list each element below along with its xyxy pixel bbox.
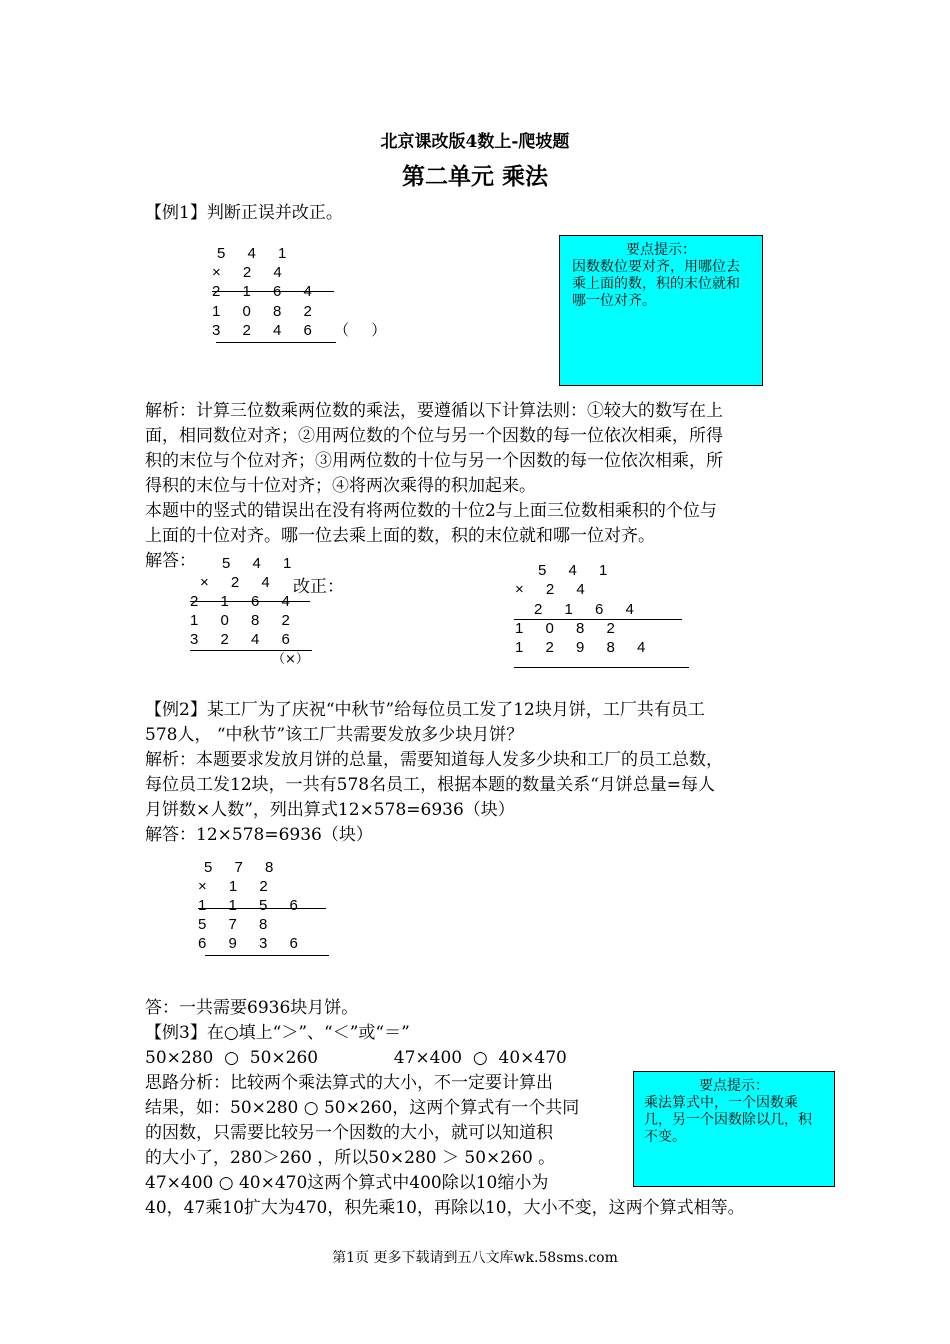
doc-title: 北京课改版4数上-爬坡题 (380, 132, 570, 152)
calc-rule (212, 291, 334, 292)
page-footer: 第1页 更多下载请到五八文库wk.58sms.com (332, 1250, 618, 1266)
ex3-line: 结果，如：50×280 ○ 50×260，这两个算式有一个共同 (145, 1098, 580, 1118)
ex2-line: 【例2】某工厂为了庆祝“中秋节”给每位员工发了12块月饼，工厂共有员工 (145, 700, 705, 720)
calc-line: 1 0 8 2 (515, 620, 624, 637)
calc-line: × 2 4 (515, 581, 594, 598)
calc-rule (190, 601, 310, 602)
calc-line: 5 7 8 (204, 859, 283, 876)
ex1-question: 【例1】判断正误并改正。 (145, 203, 343, 223)
calc-rule (216, 342, 336, 343)
tip-body: 乘法算式中，一个因数乘几，另一个因数除以几，积不变。 (644, 1095, 812, 1145)
analysis-line: 解析：计算三位数乘两位数的乘法，要遵循以下计算法则：①较大的数写在上 (145, 401, 723, 421)
calc-line: 3 2 4 6 （ ） (212, 322, 396, 339)
ex2-final: 答：一共需要6936块月饼。 (145, 998, 359, 1018)
calc-line: 5 4 1 (222, 555, 301, 572)
analysis-line: 得积的末位与十位对齐；④将两次乘得的积加起来。 (145, 476, 536, 496)
calc-line: 1 0 8 2 (212, 303, 321, 320)
tip-body: 因数数位要对齐，用哪位去乘上面的数，积的末位就和哪一位对齐。 (572, 259, 740, 309)
calc-line: 5 4 1 (217, 245, 296, 262)
analysis-line: 本题中的竖式的错误出在没有将两位数的十位2与上面三位数相乘积的个位与 (145, 501, 717, 521)
calc-line: 5 4 1 (538, 562, 617, 579)
ex3-line: 的大小了，280＞260 ，所以50×280 ＞ 50×260 。 (145, 1148, 556, 1168)
calc-rule (205, 955, 329, 956)
ex3-line: 40，47乘10扩大为470，积先乘10，再除以10，大小不变，这两个算式相等。 (145, 1198, 745, 1218)
calc-rule (514, 667, 689, 668)
ex2-line: 解答：12×578=6936（块） (145, 825, 373, 845)
answer-label: 解答： (145, 551, 196, 571)
ex2-line: 解析：本题要求发放月饼的总量，需要知道每人发多少块和工厂的员工总数， (145, 750, 723, 770)
calc-line: 3 2 4 6 (190, 631, 299, 648)
analysis-line: 面，相同数位对齐；②用两位数的个位与另一个因数的每一位依次相乘，所得 (145, 426, 723, 446)
tip-title: 要点提示： (626, 242, 696, 258)
wrong-mark: （×） (272, 652, 309, 667)
calc-line: 2 1 6 4 (212, 283, 321, 300)
tip-title: 要点提示： (699, 1078, 769, 1094)
ex3-line: 47×400 ○ 40×470这两个算式中400除以10缩小为 (145, 1173, 549, 1193)
calc-line: 5 7 8 (198, 916, 277, 933)
calc-rule (198, 908, 326, 909)
tip-box-1 (559, 235, 763, 386)
calc-line: 1 1 5 6 (198, 897, 307, 914)
ex2-line: 月饼数×人数”，列出算式12×578=6936（块） (145, 800, 515, 820)
analysis-line: 积的末位与个位对齐；③用两位数的十位与另一个因数的每一位依次相乘，所 (145, 451, 723, 471)
analysis-line: 上面的十位对齐。哪一位去乘上面的数，积的末位就和哪一位对齐。 (145, 526, 655, 546)
ex3-line: 的因数，只需要比较另一个因数的大小，就可以知道积 (145, 1123, 553, 1143)
calc-line: 1 2 9 8 4 (515, 639, 655, 656)
ex3-exprs: 50×280 ○ 50×260 47×400 ○ 40×470 (145, 1048, 567, 1068)
calc-line: 2 1 6 4 (190, 593, 299, 610)
calc-line: × 1 2 (198, 878, 277, 895)
calc-line: 1 0 8 2 (190, 612, 299, 629)
ex2-line: 578人， “中秋节”该工厂共需要发放多少块月饼？ (145, 725, 524, 745)
calc-line: × 2 4 (200, 574, 279, 591)
ex2-line: 每位员工发12块，一共有578名员工，根据本题的数量关系“月饼总量=每人 (145, 775, 716, 795)
fix-label: 改正： (293, 577, 344, 597)
calc-line: 2 1 6 4 (534, 601, 643, 618)
calc-line: 6 9 3 6 (198, 935, 307, 952)
calc-line: × 2 4 (212, 264, 291, 281)
ex3-question: 【例3】在○填上“＞”、“＜”或“＝” (145, 1023, 410, 1043)
unit-title: 第二单元 乘法 (401, 163, 548, 190)
ex3-line: 思路分析：比较两个乘法算式的大小，不一定要计算出 (145, 1073, 553, 1093)
tip-box-2 (633, 1071, 835, 1187)
